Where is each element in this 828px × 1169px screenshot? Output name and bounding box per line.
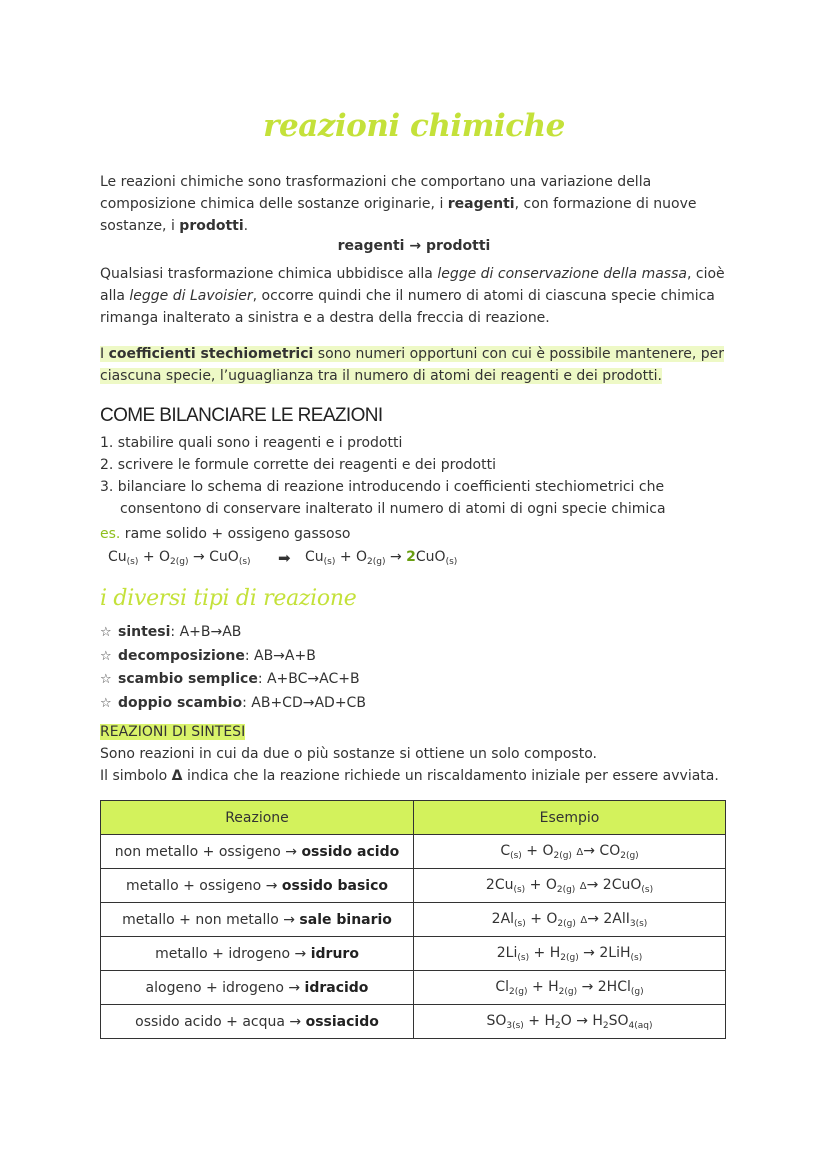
balance-steps xyxy=(100,432,728,520)
synthesis-table xyxy=(100,800,726,1039)
table-header-row xyxy=(101,801,726,835)
types-heading: i diversi tipi di reazione xyxy=(100,586,357,611)
table-row: metallo + idrogeno → idruro $2Li_{(s)} + H_{2(g)} \to 2LiH_{(s)}$ xyxy=(101,937,726,971)
column-header-esempio: Esempio xyxy=(414,801,726,835)
list-item: 1. stabilire quali sono i reagenti e i prodotti xyxy=(100,435,403,451)
list-item: 2. scrivere le formule corrette dei reagenti e dei prodotti xyxy=(100,457,496,473)
example-cell: $Cl_{2(g)} + H_{2(g)} \to 2HCl_{(g)}$ xyxy=(414,971,726,1005)
sintesi-label: REAZIONI DI SINTESI xyxy=(100,724,246,740)
example-cell: $2Al_{(s)} + O_{2(g)}$ Δ→ 2AlI$_{3(s)}$ xyxy=(414,903,726,937)
table-row: alogeno + idrogeno → idracido $Cl_{2(g)} + H_{2(g)} \to 2HCl_{(g)}$ xyxy=(101,971,726,1005)
star-icon: ☆ xyxy=(100,648,112,664)
list-item: 3. bilanciare lo schema di reazione introducendo i coefficienti stechiometrici che consentono di conservare inalterato il numero di atomi di ogni specie chimica xyxy=(100,479,666,517)
column-header-reazione: Reazione xyxy=(101,801,414,835)
sintesi-description: Sono reazioni in cui da due o più sostanze si ottiene un solo composto. Il simbolo Δ indica che la reazione richiede un riscaldamento iniziale per essere avviata. xyxy=(100,746,719,784)
star-icon: ☆ xyxy=(100,695,112,711)
intro-paragraph: Le reazioni chimiche sono trasformazioni che comportano una variazione della composizione chimica delle sostanze originarie, i reagenti, con formazione di nuove sostanze, i prodotti. xyxy=(100,174,697,234)
unbalanced-equation: $Cu_{(s)} + O_{2(g)} \to CuO_{(s)}$ xyxy=(108,549,251,567)
table-row: metallo + ossigeno → ossido basico $2Cu_{(s)} + O_{2(g)}$ Δ→ 2CuO$_{(s)}$ xyxy=(101,869,726,903)
reaction-scheme: reagenti → prodotti xyxy=(337,238,491,254)
example-cell: $2Li_{(s)} + H_{2(g)} \to 2LiH_{(s)}$ xyxy=(414,937,726,971)
term-reagenti: reagenti xyxy=(447,196,515,212)
list-item: ☆ doppio scambio: AB+CD→AD+CB xyxy=(100,692,366,716)
table-row: ossido acido + acqua → ossiacido $SO_{3(s)} + H_2O \to H_2SO_{4(aq)}$ xyxy=(101,1005,726,1039)
reaction-types-list xyxy=(100,621,366,715)
table-row: non metallo + ossigeno → ossido acido $C_{(s)} + O_{2(g)}$ $\Delta\to CO_{2(g)}$ xyxy=(101,835,726,869)
example-cell: $2Cu_{(s)} + O_{2(g)}$ Δ→ 2CuO$_{(s)}$ xyxy=(414,869,726,903)
balance-heading: COME BILANCIARE LE REAZIONI xyxy=(100,405,383,426)
balanced-equation: $Cu_{(s)} + O_{2(g)} \to 2CuO_{(s)}$ xyxy=(305,549,458,567)
term-prodotti: prodotti xyxy=(179,218,244,234)
list-item: ☆ sintesi: A+B→AB xyxy=(100,621,366,645)
list-item: ☆ scambio semplice: A+BC→AC+B xyxy=(100,668,366,692)
example-line: es. rame solido + ossigeno gassoso xyxy=(100,526,351,542)
stoichiometry-paragraph: I coefficienti stechiometrici sono numeri opportuni con cui è possibile mantenere, per ciascuna specie, l’uguaglianza tra il numero di atomi dei reagenti e dei prodotti. xyxy=(100,346,724,384)
example-cell: $C_{(s)} + O_{2(g)}$ $\Delta\to CO_{2(g)}$ xyxy=(414,835,726,869)
page-title: reazioni chimiche xyxy=(263,108,565,144)
table-row: metallo + non metallo → sale binario $2Al_{(s)} + O_{2(g)}$ Δ→ 2AlI$_{3(s)}$ xyxy=(101,903,726,937)
star-icon: ☆ xyxy=(100,625,112,640)
star-icon: ☆ xyxy=(100,672,112,687)
arrow-right-icon: ➡ xyxy=(278,549,291,567)
conservation-paragraph: Qualsiasi trasformazione chimica ubbidisce alla legge di conservazione della massa, cioè alla legge di Lavoisier, occorre quindi che il numero di atomi di ciascuna specie chimica rimanga inalterato a sinistra e a destra della freccia di reazione. xyxy=(100,266,725,326)
example-cell: $SO_{3(s)} + H_2O \to H_2SO_{4(aq)}$ xyxy=(414,1005,726,1039)
list-item: ☆ decomposizione: AB→A+B xyxy=(100,645,366,669)
